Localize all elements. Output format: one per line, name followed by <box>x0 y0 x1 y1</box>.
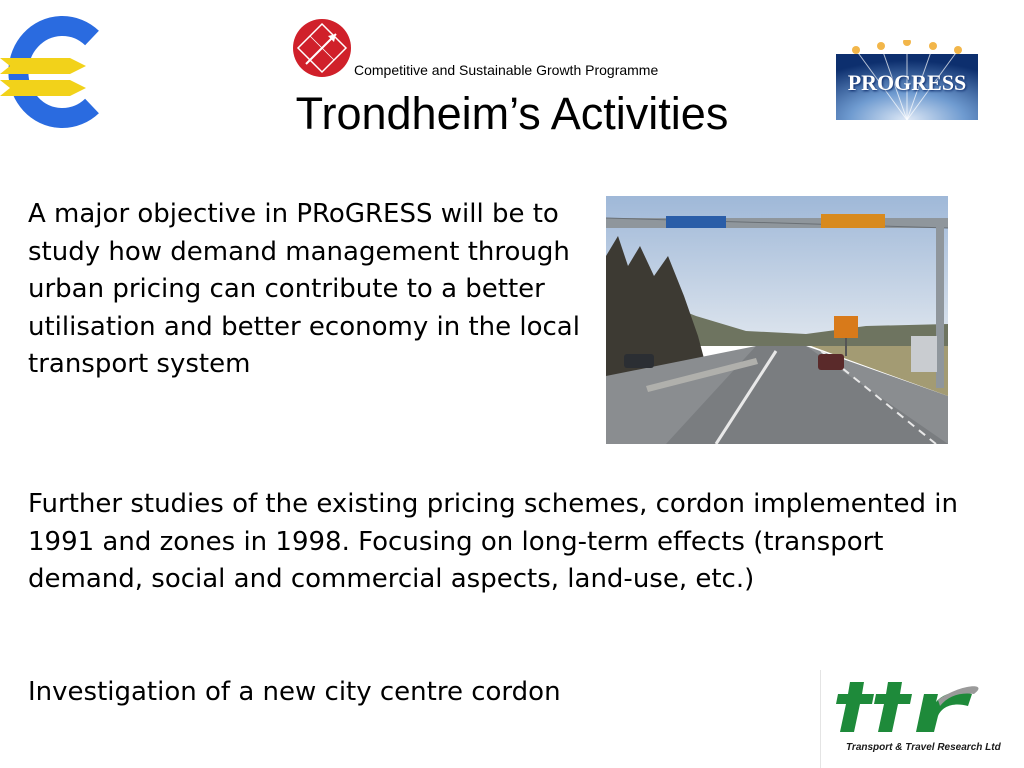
progress-logo <box>836 40 978 120</box>
further-studies-paragraph: Further studies of the existing pricing schemes, cordon implemented in 1991 and zones in 1998. Focusing on long-term effects (transport demand, social and commercial aspects, land-use, etc.) <box>28 489 958 594</box>
toll-road-photo <box>606 196 948 444</box>
diamond-arrow-icon <box>292 18 352 78</box>
objective-paragraph: A major objective in PRoGRESS will be to study how demand management through urban pricing can contribute to a better utilisation and better economy in the local transport system <box>28 199 580 379</box>
programme-subtitle: Competitive and Sustainable Growth Programme <box>354 62 659 78</box>
ttr-logo <box>820 670 1024 768</box>
ttr-subtitle: Transport & Travel Research Ltd <box>846 742 1001 753</box>
progress-logo-text: PROGRESS <box>847 70 967 95</box>
page-title: Trondheim’s Activities <box>295 88 729 139</box>
investigation-paragraph: Investigation of a new city centre cordon <box>28 677 561 707</box>
